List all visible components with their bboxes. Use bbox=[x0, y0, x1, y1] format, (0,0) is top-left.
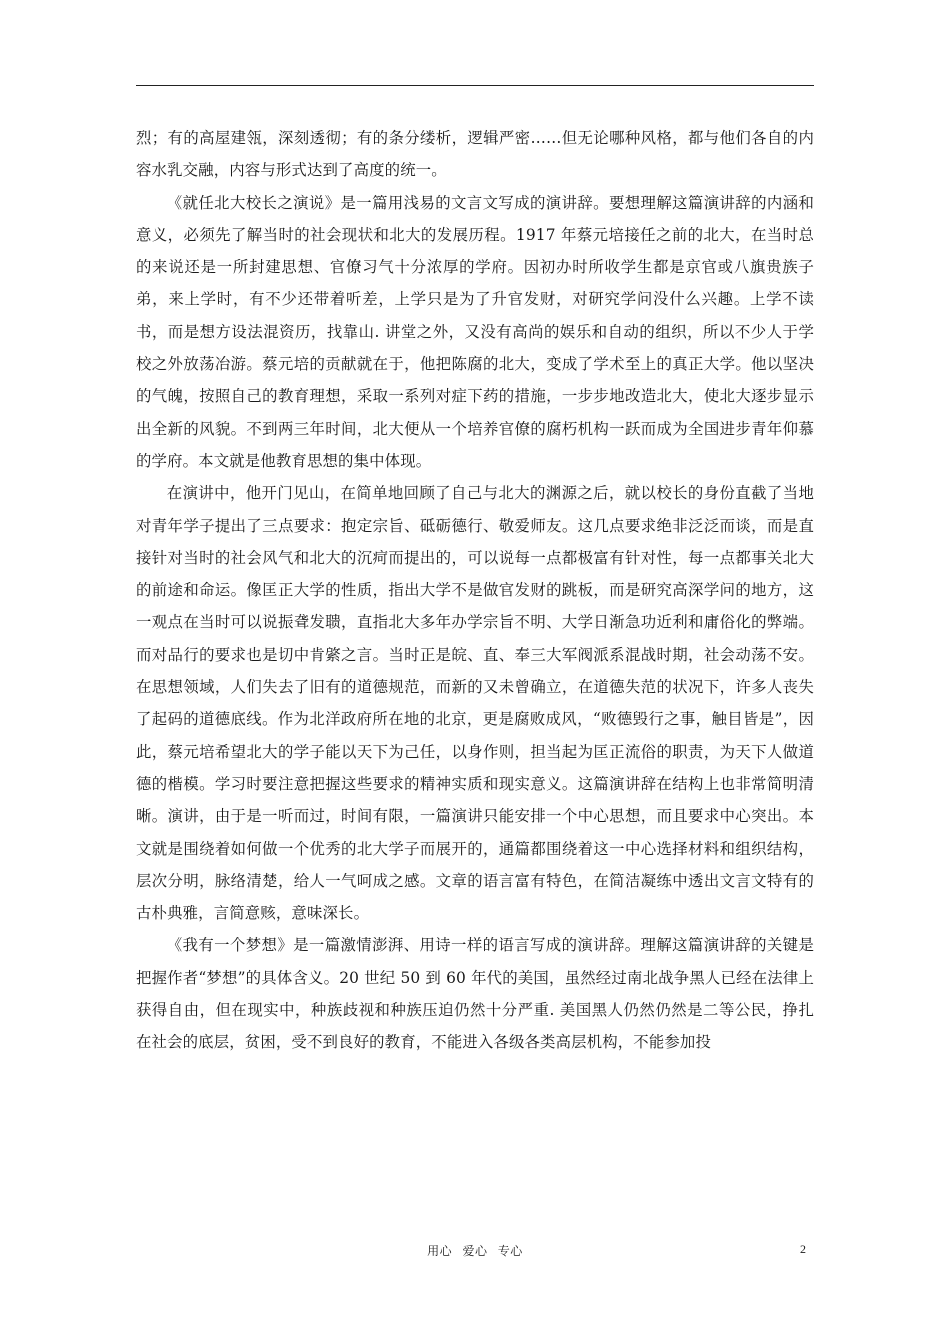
footer-motto: 用心 爱心 专心 bbox=[427, 1244, 523, 1258]
paragraph-i-have-a-dream: 《我有一个梦想》是一篇激情澎湃、用诗一样的语言写成的演讲辞。理解这篇演讲辞的关键是把握作者“梦想”的具体含义。20 世纪 50 到 60 年代的美国，虽然经过南北战争黑人已经在法律上获得自由，但在现实中，种族歧视和种族压迫仍然十分严重. 美国黑人仍然仍然是二等公民，挣扎在社会的底层，贫困，受不到良好的教育，不能进入各级各类高层机构，不能参加投 bbox=[136, 936, 814, 1052]
paragraph-speech-analysis: 在演讲中，他开门见山，在简单地回顾了自己与北大的渊源之后，就以校长的身份直截了当地对青年学子提出了三点要求：抱定宗旨、砥砺德行、敬爱师友。这几点要求绝非泛泛而谈，而是直接针对当时的社会风气和北大的沉疴而提出的，可以说每一点都极富有针对性，每一点都事关北大的前途和命运。像匡正大学的性质，指出大学不是做官发财的跳板，而是研究高深学问的地方，这一观点在当时可以说振聋发聩，直指北大多年办学宗旨不明、大学日渐急功近利和庸俗化的弊端。而对品行的要求也是切中肯綮之言。当时正是皖、直、奉三大军阀派系混战时期，社会动荡不安。在思想领域，人们失去了旧有的道德规范，而新的又未曾确立，在道德失范的状况下，许多人丧失了起码的道德底线。作为北洋政府所在地的北京，更是腐败成风，“败德毁行之事，触目皆是”，因此，蔡元培希望北大的学子能以天下为己任，以身作则，担当起为匡正流俗的职责，为天下人做道德的楷模。学习时要注意把握这些要求的精神实质和现实意义。这篇演讲辞在结构上也非常简明清晰。演讲，由于是一听而过，时间有限，一篇演讲只能安排一个中心思想，而且要求中心突出。本文就是围绕着如何做一个优秀的北大学子而展开的，通篇都围绕着这一中心选择材料和组织结构，层次分明，脉络清楚，给人一气呵成之感。文章的语言富有特色，在简洁凝练中透出文言文特有的古朴典雅，言简意赅，意味深长。 bbox=[136, 484, 814, 923]
paragraph-continuation: 烈；有的高屋建瓴，深刻透彻；有的条分缕析，逻辑严密……但无论哪种风格，都与他们各自的内容水乳交融，内容与形式达到了高度的统一。 bbox=[136, 129, 814, 180]
body-text bbox=[136, 122, 814, 1059]
header-rule bbox=[136, 85, 814, 86]
paragraph-peking-university-speech: 《就任北大校长之演说》是一篇用浅易的文言文写成的演讲辞。要想理解这篇演讲辞的内涵和意义，必须先了解当时的社会现状和北大的发展历程。1917 年蔡元培接任之前的北大，在当时总的来说还是一所封建思想、官僚习气十分浓厚的学府。因初办时所收学生都是京官或八旗贵族子弟，来上学时，有不少还带着听差，上学只是为了升官发财，对研究学问没什么兴趣。上学不读书，而是想方设法混资历，找靠山. 讲堂之外，又没有高尚的娱乐和自动的组织，所以不少人于学校之外放荡冶游。蔡元培的贡献就在于，他把陈腐的北大，变成了学术至上的真正大学。他以坚决的气魄，按照自己的教育理想，采取一系列对症下药的措施，一步步地改造北大，使北大逐步显示出全新的风貌。不到两三年时间，北大便从一个培养官僚的腐朽机构一跃而成为全国进步青年仰慕的学府。本文就是他教育思想的集中体现。 bbox=[136, 193, 814, 470]
page-number: 2 bbox=[800, 1242, 806, 1256]
